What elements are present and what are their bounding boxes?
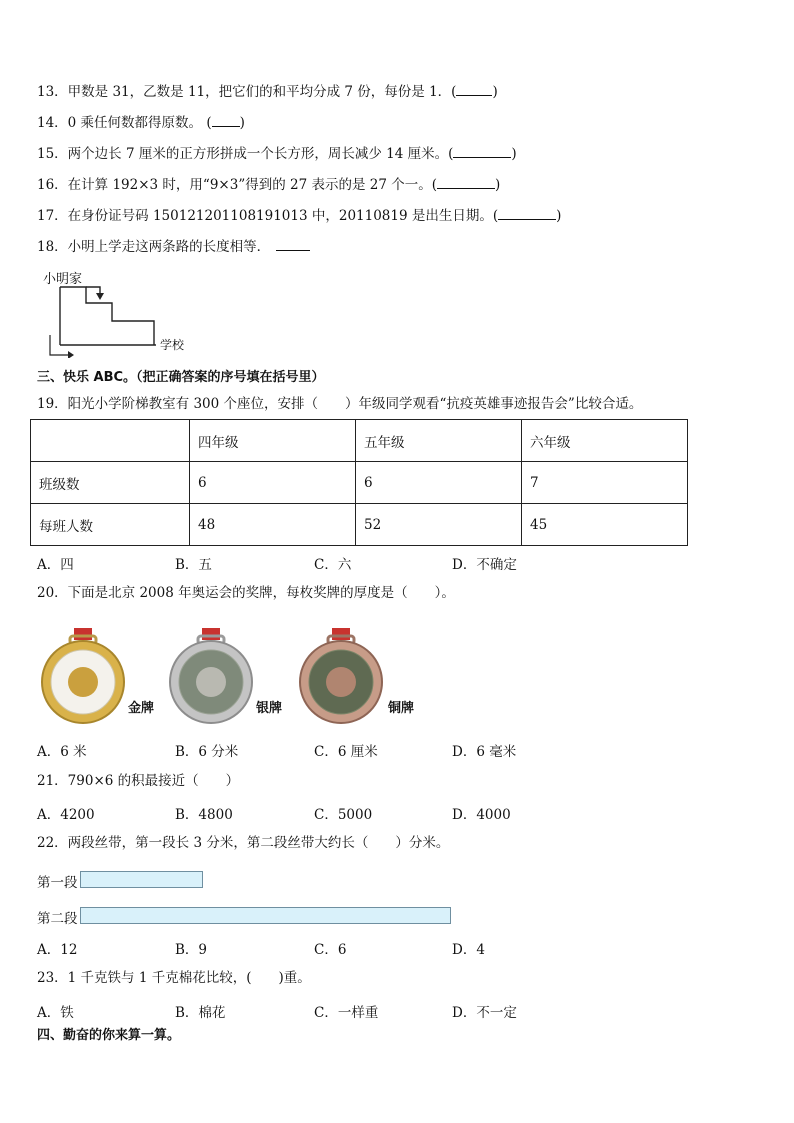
paren-close: ) bbox=[511, 146, 517, 162]
answer-blank[interactable] bbox=[276, 238, 310, 251]
table-header-cell bbox=[31, 420, 190, 462]
option-c[interactable]: C．一样重 bbox=[314, 1005, 379, 1021]
question-22-text: 22．两段丝带，第一段长 3 分米，第二段丝带大约长（ ）分米。 bbox=[37, 835, 450, 851]
q20-options bbox=[37, 740, 737, 758]
q22-options bbox=[37, 938, 737, 956]
question-20-text: 20．下面是北京 2008 年奥运会的奖牌，每枚奖牌的厚度是（ ）。 bbox=[37, 585, 455, 601]
ribbon-1-label: 第一段 bbox=[37, 875, 78, 891]
table-header-cell: 四年级 bbox=[190, 420, 356, 462]
table-cell: 每班人数 bbox=[31, 504, 190, 546]
ribbon-2-bar bbox=[80, 907, 451, 924]
option-b[interactable]: B．4800 bbox=[175, 807, 233, 823]
paren-close: ) bbox=[495, 177, 501, 193]
question-14-text: 14．0 乘任何数都得原数。 ( bbox=[37, 115, 212, 131]
q19-options bbox=[37, 553, 737, 571]
table-cell: 45 bbox=[522, 504, 688, 546]
question-18 bbox=[37, 238, 310, 256]
table-row bbox=[31, 504, 688, 546]
question-23-text: 23．1 千克铁与 1 千克棉花比较，( )重。 bbox=[37, 970, 311, 986]
gold-medal-label: 金牌 bbox=[128, 701, 155, 716]
question-19-text: 19．阳光小学阶梯教室有 300 个座位，安排（ ）年级同学观看“抗疫英雄事迹报告会”比较合适。 bbox=[37, 396, 643, 412]
table-row bbox=[31, 462, 688, 504]
option-a[interactable]: A．四 bbox=[37, 557, 74, 573]
option-d[interactable]: D．不确定 bbox=[452, 557, 517, 573]
table-cell: 6 bbox=[356, 462, 522, 504]
question-16-text: 16．在计算 192×3 时，用“9×3”得到的 27 表示的是 27 个一。( bbox=[37, 177, 438, 193]
home-label: 小明家 bbox=[43, 272, 83, 287]
school-label: 学校 bbox=[160, 338, 185, 352]
question-18-text: 18．小明上学走这两条路的长度相等． bbox=[37, 239, 271, 255]
table-cell: 班级数 bbox=[31, 462, 190, 504]
question-17-text: 17．在身份证号码 150121201108191013 中，20110819 是出生日期。( bbox=[37, 208, 499, 224]
silver-medal-image bbox=[166, 628, 256, 724]
option-d[interactable]: D．4000 bbox=[452, 807, 511, 823]
paren-close: ) bbox=[556, 208, 562, 224]
table-cell: 7 bbox=[522, 462, 688, 504]
bronze-medal-label: 铜牌 bbox=[388, 701, 415, 716]
gold-medal-image bbox=[38, 628, 128, 724]
question-14 bbox=[37, 114, 245, 132]
table-cell: 6 bbox=[190, 462, 356, 504]
paren-close: ) bbox=[239, 115, 245, 131]
option-a[interactable]: A．铁 bbox=[37, 1005, 74, 1021]
answer-blank[interactable] bbox=[212, 114, 240, 127]
question-17 bbox=[37, 207, 561, 225]
option-c[interactable]: C．6 厘米 bbox=[314, 744, 378, 760]
ribbon-2-label: 第二段 bbox=[37, 911, 78, 927]
question-15 bbox=[37, 145, 517, 163]
table-header-cell: 五年级 bbox=[356, 420, 522, 462]
option-d[interactable]: D．6 毫米 bbox=[452, 744, 517, 760]
question-13 bbox=[37, 83, 498, 101]
option-d[interactable]: D．不一定 bbox=[452, 1005, 517, 1021]
q23-options bbox=[37, 1001, 737, 1019]
class-table bbox=[30, 419, 688, 546]
option-b[interactable]: B．9 bbox=[175, 942, 208, 958]
option-a[interactable]: A．12 bbox=[37, 942, 78, 958]
option-c[interactable]: C．6 bbox=[314, 942, 347, 958]
answer-blank[interactable] bbox=[498, 207, 556, 220]
section-4-title: 四、勤奋的你来算一算。 bbox=[37, 1028, 181, 1043]
silver-medal-label: 银牌 bbox=[256, 701, 283, 716]
paren-close: ) bbox=[492, 84, 498, 100]
question-15-text: 15．两个边长 7 厘米的正方形拼成一个长方形，周长减少 14 厘米。( bbox=[37, 146, 454, 162]
question-13-text: 13．甲数是 31，乙数是 11，把它们的和平均分成 7 份，每份是 1．( bbox=[37, 84, 457, 100]
option-c[interactable]: C．六 bbox=[314, 557, 352, 573]
ribbon-1-bar bbox=[80, 871, 203, 888]
answer-blank[interactable] bbox=[437, 176, 495, 189]
q21-options bbox=[37, 803, 737, 821]
option-a[interactable]: A．4200 bbox=[37, 807, 95, 823]
table-cell: 48 bbox=[190, 504, 356, 546]
question-16 bbox=[37, 176, 500, 194]
answer-blank[interactable] bbox=[453, 145, 511, 158]
table-cell: 52 bbox=[356, 504, 522, 546]
table-header-cell: 六年级 bbox=[522, 420, 688, 462]
section-3-title: 三、快乐 ABC。（把正确答案的序号填在括号里） bbox=[37, 370, 325, 385]
option-c[interactable]: C．5000 bbox=[314, 807, 373, 823]
question-21-text: 21．790×6 的积最接近（ ） bbox=[37, 773, 240, 789]
route-map bbox=[40, 265, 192, 358]
option-b[interactable]: B．6 分米 bbox=[175, 744, 239, 760]
answer-blank[interactable] bbox=[456, 83, 492, 96]
option-a[interactable]: A．6 米 bbox=[37, 744, 87, 760]
table-header-row bbox=[31, 420, 688, 462]
option-b[interactable]: B．棉花 bbox=[175, 1005, 226, 1021]
bronze-medal-image bbox=[296, 628, 386, 724]
option-d[interactable]: D．4 bbox=[452, 942, 485, 958]
option-b[interactable]: B．五 bbox=[175, 557, 212, 573]
